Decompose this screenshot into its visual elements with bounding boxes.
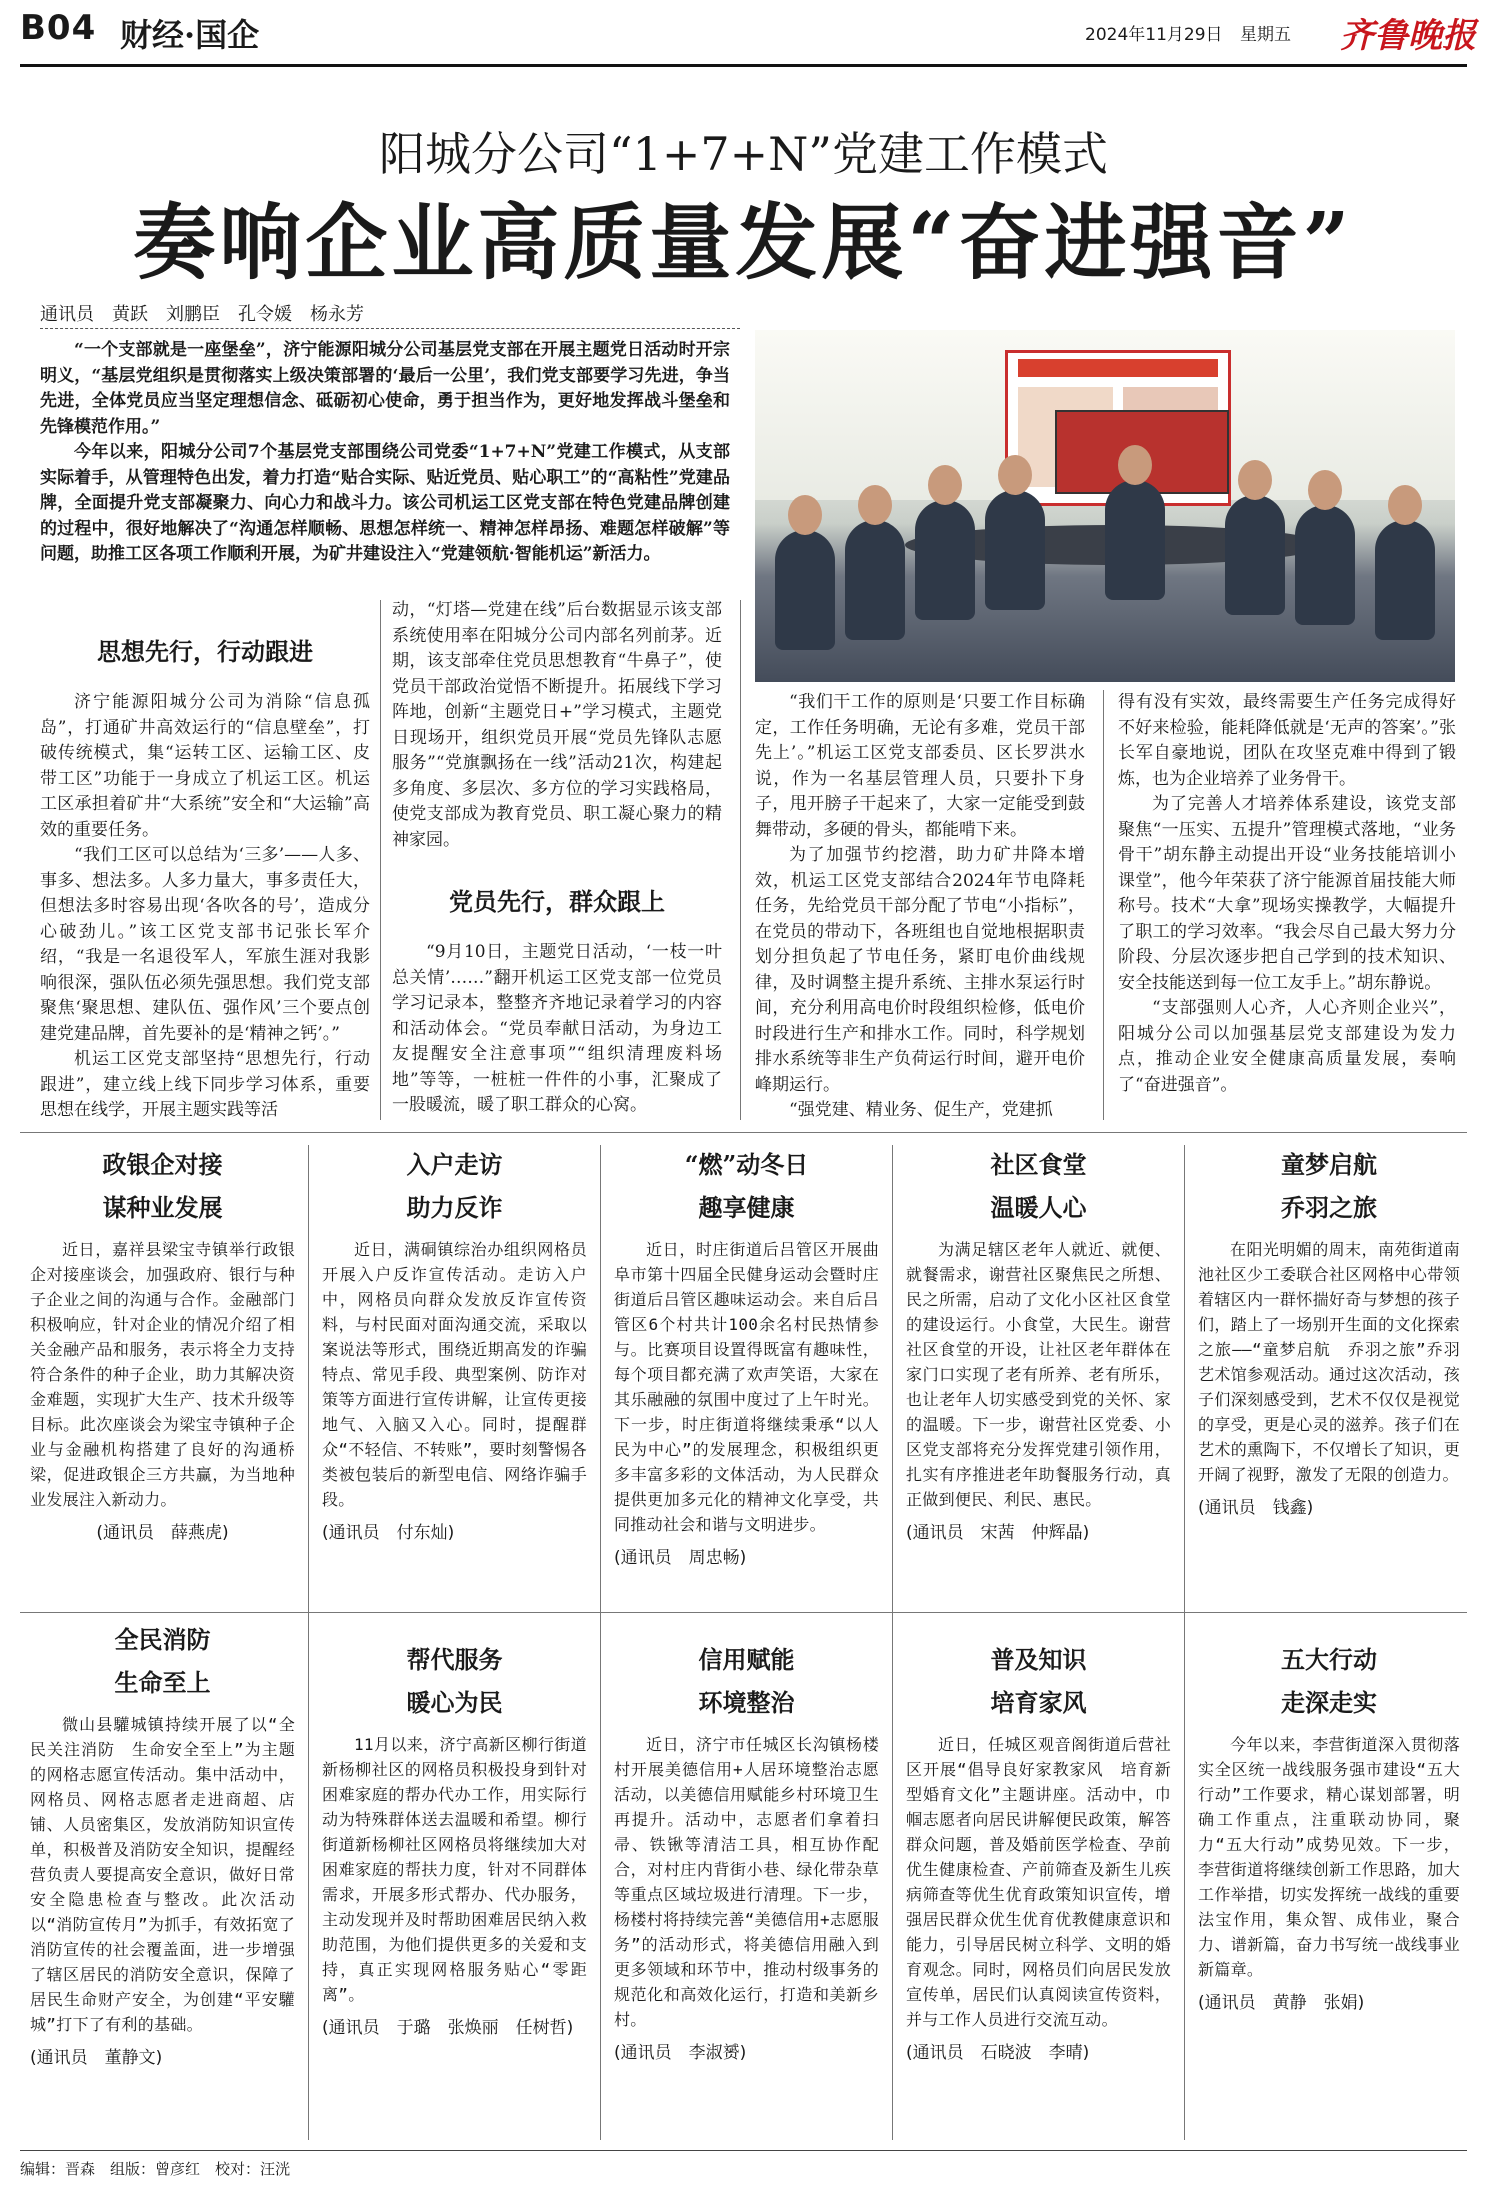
brief-text: 近日，济宁市任城区长沟镇杨楼村开展美德信用+人居环境整治志愿活动，以美德信用赋能乡村环境卫生再提升。活动中，志愿者们拿着扫帚、铁锹等清洁工具，相互协作配合，对村庄内背街小巷、绿化带杂草等重点区域垃圾进行清理。下一步，杨楼村将持续完善“美德信用+志愿服务”的活动形式，将美德信用融入到更多领域和环节中，推动村级事务的规范化和高效化运行，打造和美新乡村。: [614, 1735, 879, 2029]
brief-text: 为满足辖区老年人就近、就便、就餐需求，谢营社区聚焦民之所想、民之所需，启动了文化小区社区食堂的建设运行。小食堂，大民生。谢营社区食堂的开设，让社区老年群体在家门口实现了老有所养、老有所乐，也让老年人切实感受到党的关怀、家的温暖。下一步，谢营社区党委、小区党支部将充分发挥党建引领作用，扎实有序推进老年助餐服务行动，真正做到便民、利民、惠民。: [906, 1240, 1171, 1509]
brief-heading: 童梦启航: [1281, 1150, 1377, 1179]
article-title: 奏响企业高质量发展“奋进强音”: [133, 195, 1354, 291]
brief-heading: 全民消防: [114, 1625, 211, 1654]
column-rule: [308, 1625, 309, 2140]
brief-article: [614, 1145, 879, 1568]
article-column: [755, 690, 1085, 1124]
brief-heading: 社区食堂: [990, 1150, 1087, 1179]
byline-rule: [40, 328, 740, 329]
brief-subheading: 谋种业发展: [102, 1193, 223, 1222]
article-column: [40, 690, 370, 1124]
paragraph: “我们干工作的原则是‘只要工作目标确定，工作任务明确，无论有多难，党员干部先上’。”机运工区党支部委员、区长罗洪水说，作为一名基层管理人员，只要扑下身子，甩开膀子干起来了，大家一定能受到鼓舞带动，多硬的骨头，都能啃下来。: [755, 692, 1085, 840]
paragraph: 济宁能源阳城分公司为消除“信息孤岛”，打通矿井高效运行的“信息壁垒”，打破传统模式，集“运转工区、运输工区、皮带工区”功能于一身成立了机运工区。机运工区承担着矿井“大系统”安全和“大运输”高效的重要任务。: [40, 692, 370, 840]
column-rule: [892, 1145, 893, 1625]
brief-subheading: 助力反诈: [406, 1193, 503, 1222]
brief-article: [906, 1145, 1171, 1543]
brief-heading: 帮代服务: [406, 1645, 503, 1674]
brief-text: 近日，时庄街道后吕管区开展曲阜市第十四届全民健身运动会暨时庄街道后吕管区趣味运动会。来自后吕管区6个村共计100余名村民热情参与。比赛项目设置得既富有趣味性，每个项目都充满了欢声笑语，大家在其乐融融的氛围中度过了上午时光。下一步，时庄街道将继续秉承“以人民为中心”的发展理念，积极组织更多丰富多彩的文体活动，为人民群众提供更加多元化的精神文化享受，共同推动社会和谐与文明进步。: [614, 1240, 879, 1534]
paragraph: 得有没有实效，最终需要生产任务完成得好不好来检验，能耗降低就是‘无声的答案’。”张长军自豪地说，团队在攻坚克难中得到了锻炼，也为企业培养了业务骨干。: [1118, 692, 1456, 789]
section-heading: 思想先行，行动跟进: [97, 637, 313, 666]
brief-article: [1198, 1640, 1460, 2013]
section-name: 财经·国企: [120, 16, 260, 54]
article-lead: [40, 338, 730, 568]
brief-author: (通讯员 付东灿): [322, 1523, 455, 1543]
brief-heading: 信用赋能: [698, 1645, 795, 1674]
header-rule: [20, 64, 1467, 67]
page-footer: 编辑：晋森 组版：曾彦红 校对：汪洸: [20, 2160, 291, 2178]
lead-paragraph: 今年以来，阳城分公司7个基层党支部围绕公司党委“1+7+N”党建工作模式，从支部实际着手，从管理特色出发，着力打造“贴合实际、贴近党员、贴心职工”的“高粘性”党建品牌，全面提升党支部凝聚力、向心力和战斗力。该公司机运工区党支部在特色党建品牌创建的过程中，很好地解决了“沟通怎样顺畅、思想怎样统一、精神怎样昂扬、难题怎样破解”等问题，助推工区各项工作顺利开展，为矿井建设注入“党建领航·智能机运”新活力。: [40, 442, 730, 564]
column-rule: [740, 600, 741, 1120]
brief-article: [1198, 1145, 1460, 1518]
article-column: [392, 598, 722, 853]
column-rule: [308, 1145, 309, 1625]
brief-subheading: 趣享健康: [698, 1193, 795, 1222]
article-byline: 通讯员 黄跃 刘鹏臣 孔令媛 杨永芳: [40, 304, 364, 325]
paragraph: 为了完善人才培养体系建设，该党支部聚焦“一压实、五提升”管理模式落地，“业务骨干”胡东静主动提出开设“业务技能培训小课堂”，他今年荣获了济宁能源首届技能大师称号。技术“大拿”现场实操教学，大幅提升了职工的学习效率。“我会尽自己最大努力分阶段、分层次逐步把自己学到的技术知识、安全技能送到每一位工友手上。”胡东静说。: [1118, 794, 1456, 993]
paragraph: “强党建、精业务、促生产，党建抓: [789, 1100, 1053, 1120]
brief-subheading: 生命至上: [114, 1668, 211, 1697]
brief-author: (通讯员 周忠畅): [614, 1548, 747, 1568]
brief-article: [906, 1640, 1171, 2063]
brief-article: [322, 1145, 587, 1543]
brief-heading: 五大行动: [1281, 1645, 1377, 1674]
brief-subheading: 乔羽之旅: [1281, 1193, 1377, 1222]
brief-heading: 普及知识: [990, 1645, 1087, 1674]
section-heading: 党员先行，群众跟上: [449, 887, 665, 916]
paragraph: “9月10日，主题党日活动，‘一枝一叶总关情’……”翻开机运工区党支部一位党员学习记录本，整整齐齐地记录着学习的内容和活动体会。“党员奉献日活动，为身边工友提醒安全注意事项”“组织清理废料场地”等等，一桩桩一件件的小事，汇聚成了一股暖流，暖了职工群众的心窝。: [392, 942, 722, 1115]
column-rule: [1184, 1625, 1185, 2140]
section-rule: [20, 1612, 1467, 1613]
brief-text: 近日，满硐镇综治办组织网格员开展入户反诈宣传活动。走访入户中，网格员向群众发放反诈宣传资料，与村民面对面沟通交流，采取以案说法等形式，围绕近期高发的诈骗特点、常见手段、典型案例、防诈对策等方面进行宣传讲解，让宣传更接地气、入脑又入心。同时，提醒群众“不轻信、不转账”，要时刻警惕各类被包装后的新型电信、网络诈骗手段。: [322, 1240, 587, 1509]
paragraph: 动，“灯塔—党建在线”后台数据显示该支部系统使用率在阳城分公司内部名列前茅。近期，该支部牵住党员思想教育“牛鼻子”，使党员干部政治觉悟不断提升。拓展线下学习阵地，创新“主题党日+”学习模式，主题党日现场开，组织党员开展“党员先锋队志愿服务”“党旗飘扬在一线”活动21次，构建起多角度、多层次、多方位的学习实践格局，使党支部成为教育党员、职工凝心聚力的精神家园。: [392, 600, 722, 850]
brief-text: 11月以来，济宁高新区柳行街道新杨柳社区的网格员积极投身到针对困难家庭的帮办代办工作，用实际行动为特殊群体送去温暖和希望。柳行街道新杨柳社区网格员将继续加大对困难家庭的帮扶力度，针对不同群体需求，开展多形式帮办、代办服务，主动发现并及时帮助困难居民纳入救助范围，为他们提供更多的关爱和支持，真正实现网格服务贴心“零距离”。: [322, 1735, 587, 2004]
column-rule: [600, 1625, 601, 2140]
brief-text: 今年以来，李营街道深入贯彻落实全区统一战线服务强市建设“五大行动”工作要求，精心谋划部署，明确工作重点，注重联动协同，聚力“五大行动”成势见效。下一步，李营街道将继续创新工作思路，加大工作举措，切实发挥统一战线的重要法宝作用，集众智、成伟业，聚合力、谱新篇，奋力书写统一战线事业新篇章。: [1198, 1735, 1460, 1979]
brief-article: [30, 1620, 295, 2068]
brief-text: 微山县驩城镇持续开展了以“全民关注消防 生命安全至上”为主题的网格志愿宣传活动。集中活动中，网格员、网格志愿者走进商超、店铺、人员密集区，发放消防知识宣传单，积极普及消防安全知识，提醒经营负责人要提高安全意识，做好日常安全隐患检查与整改。此次活动以“消防宣传月”为抓手，有效拓宽了消防宣传的社会覆盖面，进一步增强了辖区居民的消防安全意识，保障了居民生命财产安全，为创建“平安驩城”打下了有利的基础。: [30, 1715, 295, 2034]
brief-article: [614, 1640, 879, 2063]
brief-author: (通讯员 黄静 张娟): [1198, 1993, 1365, 2013]
article-column: [1118, 690, 1456, 1098]
brief-article: [322, 1640, 587, 2038]
brief-subheading: 温暖人心: [990, 1193, 1087, 1222]
paragraph: 为了加强节约挖潜，助力矿井降本增效，机运工区党支部结合2024年节电降耗任务，先给党员干部分配了节电“小指标”，在党员的带动下，各班组也自觉地根据职责划分担负起了节电任务，紧盯电价曲线规律，及时调整主提升系统、主排水泵运行时间，充分利用高电价时段组织检修，低电价时段进行生产和排水工作。同时，科学规划排水系统等非生产负荷运行时间，避开电价峰期运行。: [755, 845, 1085, 1095]
brief-subheading: 暖心为民: [406, 1688, 503, 1717]
issue-weekday: 星期五: [1240, 25, 1291, 45]
brief-text: 近日，嘉祥县梁宝寺镇举行政银企对接座谈会，加强政府、银行与种子企业之间的沟通与合作。金融部门积极响应，针对企业的情况介绍了相关金融产品和服务，表示将全力支持符合条件的种子企业，助力其解决资金难题，实现扩大生产、技术升级等目标。此次座谈会为梁宝寺镇种子企业与金融机构搭建了良好的沟通桥梁，促进政银企三方共赢，为当地种业发展注入新动力。: [30, 1240, 295, 1509]
paragraph: 机运工区党支部坚持“思想先行，行动跟进”，建立线上线下同步学习体系，重要思想在线学，开展主题实践等活: [40, 1049, 370, 1120]
paragraph: “支部强则人心齐，人心齐则企业兴”，阳城分公司以加强基层党支部建设为发力点，推动企业安全健康高质量发展，奏响了“奋进强音”。: [1118, 998, 1456, 1095]
newspaper-logo: 齐鲁晚报: [1340, 16, 1476, 56]
brief-heading: 入户走访: [406, 1150, 503, 1179]
article-subtitle: 阳城分公司“1+7+N”党建工作模式: [379, 127, 1108, 181]
column-rule: [1184, 1145, 1185, 1625]
brief-subheading: 培育家风: [990, 1688, 1087, 1717]
brief-author: (通讯员 董静文): [30, 2048, 163, 2068]
lead-paragraph: “一个支部就是一座堡垒”，济宁能源阳城分公司基层党支部在开展主题党日活动时开宗明义，“基层党组织是贯彻落实上级决策部署的‘最后一公里’，我们党支部要学习先进，争当先进，全体党员应当坚定理想信念、砥砺初心使命，勇于担当作为，更好地发挥战斗堡垒和先锋模范作用。”: [40, 340, 730, 437]
section-rule: [20, 1132, 1467, 1133]
meeting-photo: [755, 330, 1455, 682]
brief-subheading: 环境整治: [698, 1688, 795, 1717]
brief-author: (通讯员 李淑赟): [614, 2043, 747, 2063]
brief-text: 近日，任城区观音阁街道后营社区开展“倡导良好家教家风 培育新型婚育文化”主题讲座。活动中，巾帼志愿者向居民讲解便民政策，解答群众问题，普及婚前医学检查、孕前优生健康检查、产前筛查及新生儿疾病筛查等优生优育政策知识宣传，增强居民群众优生优育优教健康意识和能力，引导居民树立科学、文明的婚育观念。同时，网格员们向居民发放宣传单，居民们认真阅读宣传资料，并与工作人员进行交流互动。: [906, 1735, 1171, 2029]
brief-subheading: 走深走实: [1281, 1688, 1377, 1717]
brief-author: (通讯员 石晓波 李晴): [906, 2043, 1090, 2063]
brief-heading: “燃”动冬日: [684, 1150, 809, 1179]
footer-rule: [20, 2150, 1467, 2151]
paragraph: “我们工区可以总结为‘三多’——人多、事多、想法多。人多力量大，事多责任大，但想法多时容易出现‘各吹各的号’，造成分心破劲儿。”该工区党支部书记张长军介绍，“我是一名退役军人，军旅生涯对我影响很深，强队伍必须先强思想。我们党支部聚焦‘聚思想、建队伍、强作风’三个要点创建党建品牌，首先要补的是‘精神之钙’。”: [40, 845, 370, 1044]
column-rule: [380, 600, 381, 1120]
brief-heading: 政银企对接: [102, 1150, 223, 1179]
column-rule: [600, 1145, 601, 1625]
brief-text: 在阳光明媚的周末，南苑街道南池社区少工委联合社区网格中心带领着辖区内一群怀揣好奇与梦想的孩子们，踏上了一场别开生面的文化探索之旅——“童梦启航 乔羽之旅”乔羽艺术馆参观活动。通过这次活动，孩子们深刻感受到，艺术不仅仅是视觉的享受，更是心灵的滋养。孩子们在艺术的熏陶下，不仅增长了知识，更开阔了视野，激发了无限的创造力。: [1198, 1240, 1460, 1484]
brief-article: [30, 1145, 295, 1543]
column-rule: [892, 1625, 893, 2140]
brief-author: (通讯员 于璐 张焕丽 任树哲): [322, 2018, 574, 2038]
issue-date: 2024年11月29日: [1085, 25, 1223, 45]
brief-author: (通讯员 钱鑫): [1198, 1498, 1314, 1518]
brief-author: (通讯员 薛燕虎): [96, 1523, 229, 1543]
page-number: B04: [20, 8, 97, 48]
column-rule: [1103, 690, 1104, 1120]
brief-author: (通讯员 宋茜 仲辉晶): [906, 1523, 1090, 1543]
article-column: [392, 940, 722, 1119]
